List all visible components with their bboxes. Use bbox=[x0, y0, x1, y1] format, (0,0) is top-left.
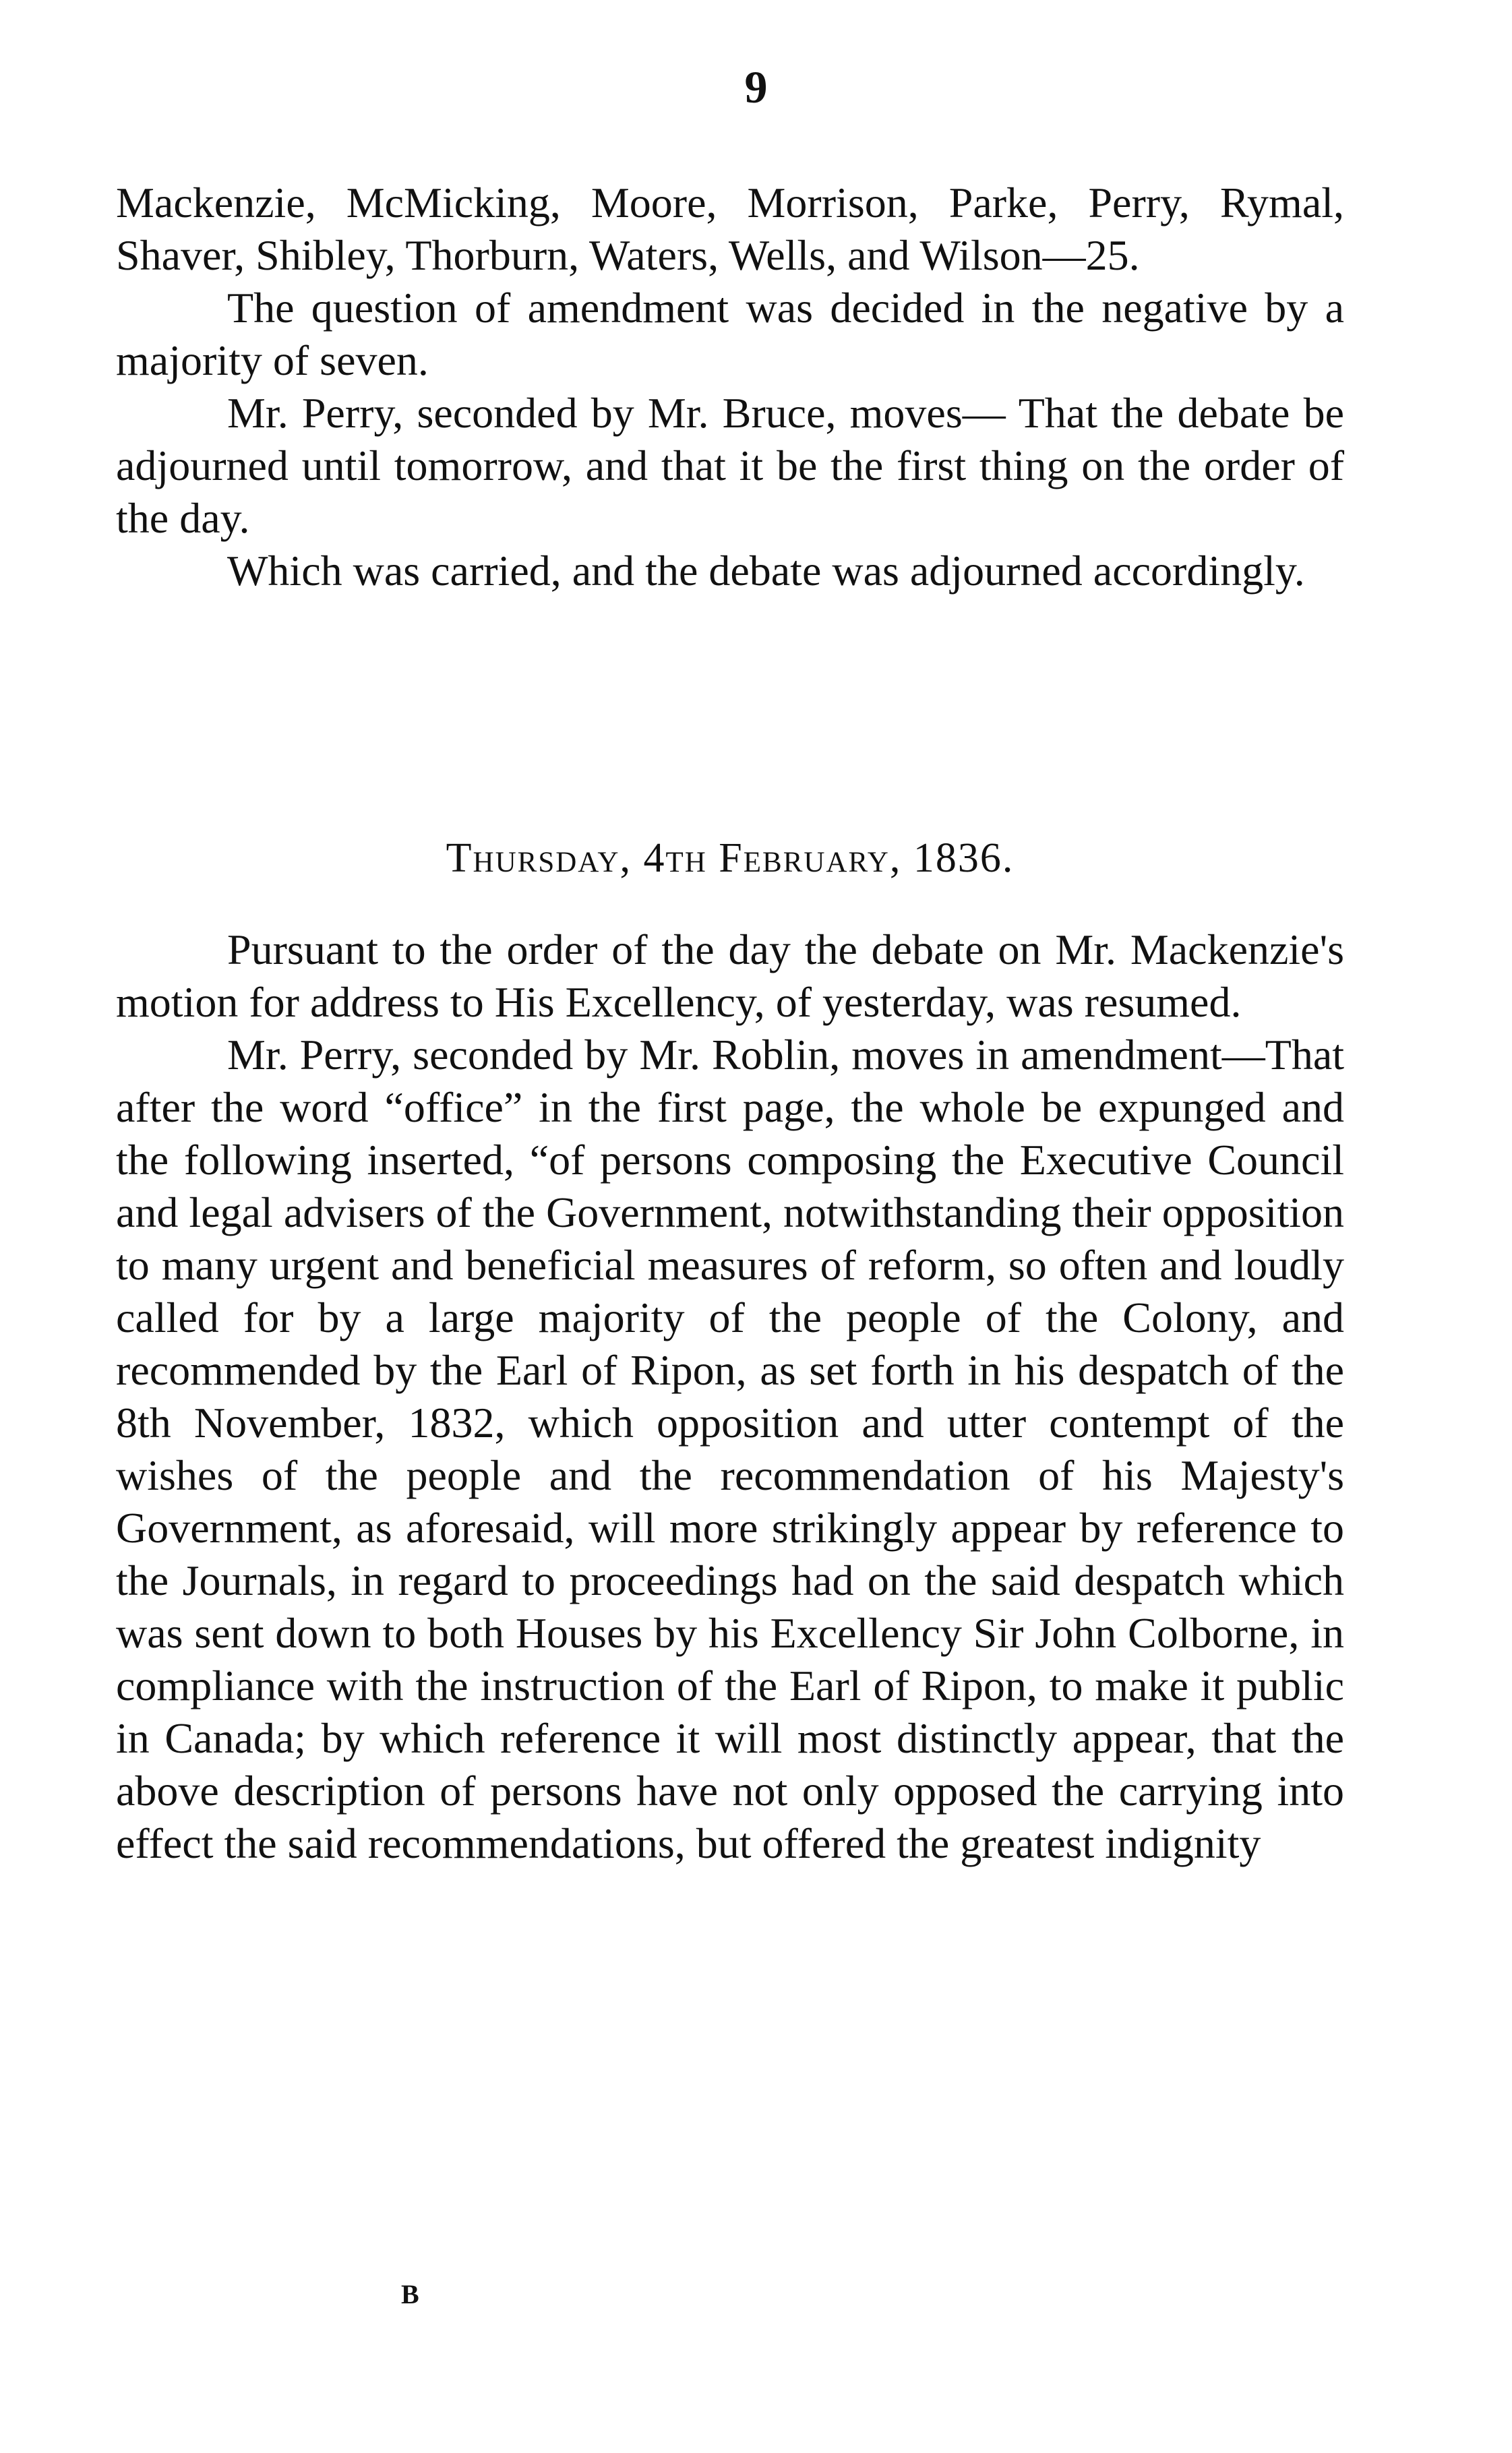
paragraph-motion-carried: Which was carried, and the debate was adjourned accordingly. bbox=[227, 547, 1305, 595]
paragraph-perry-amendment: Mr. Perry, seconded by Mr. Roblin, moves in amendment—That after the word “office” in the first page, the whole be expunged and the following inserted, “of persons composing the Executive Council and legal advisers of the Government, notwithstanding their opposition to many urgent and beneficial measures of reform, so often and loudly called for by a large majority of the people of the Colony, and recommended by the Earl of Ripon, as set forth in his despatch of the 8th November, 1832, which opposition and utter contempt of the wishes of the people and the recommendation of his Majesty's Government, as aforesaid, will more strikingly appear by reference to the Journals, in regard to proceedings had on the said despatch which was sent down to both Houses by his Excellency Sir John Colborne, in compliance with the instruction of the Earl of Ripon, to make it public in Canada; by which reference it will most distinctly appear, that the above description of persons have not only opposed the carrying into effect the said recommendations, but offered the greatest indignity bbox=[116, 1031, 1344, 1867]
paragraph-adjournment-motion: Mr. Perry, seconded by Mr. Bruce, moves— That the debate be adjourned until tomorrow, and that it be the first thing on the order of the day. bbox=[116, 389, 1344, 542]
page-number: 9 bbox=[744, 61, 768, 113]
proceedings-section bbox=[116, 923, 1344, 1870]
signature-mark: B bbox=[401, 2279, 419, 2309]
paragraph-debate-resumed: Pursuant to the order of the day the debate on Mr. Mackenzie's motion for address to His Excellency, of yesterday, was resumed. bbox=[116, 926, 1344, 1026]
paragraph-amendment-decision: The question of amendment was decided in the negative by a majority of seven. bbox=[116, 284, 1344, 384]
date-heading: Thursday, 4th February, 1836. bbox=[446, 835, 1015, 881]
paragraph-division-names: Mackenzie, McMicking, Moore, Morrison, Parke, Perry, Rymal, Shaver, Shibley, Thorburn, Waters, Wells, and Wilson—25. bbox=[116, 179, 1344, 279]
division-list-section bbox=[116, 177, 1344, 597]
